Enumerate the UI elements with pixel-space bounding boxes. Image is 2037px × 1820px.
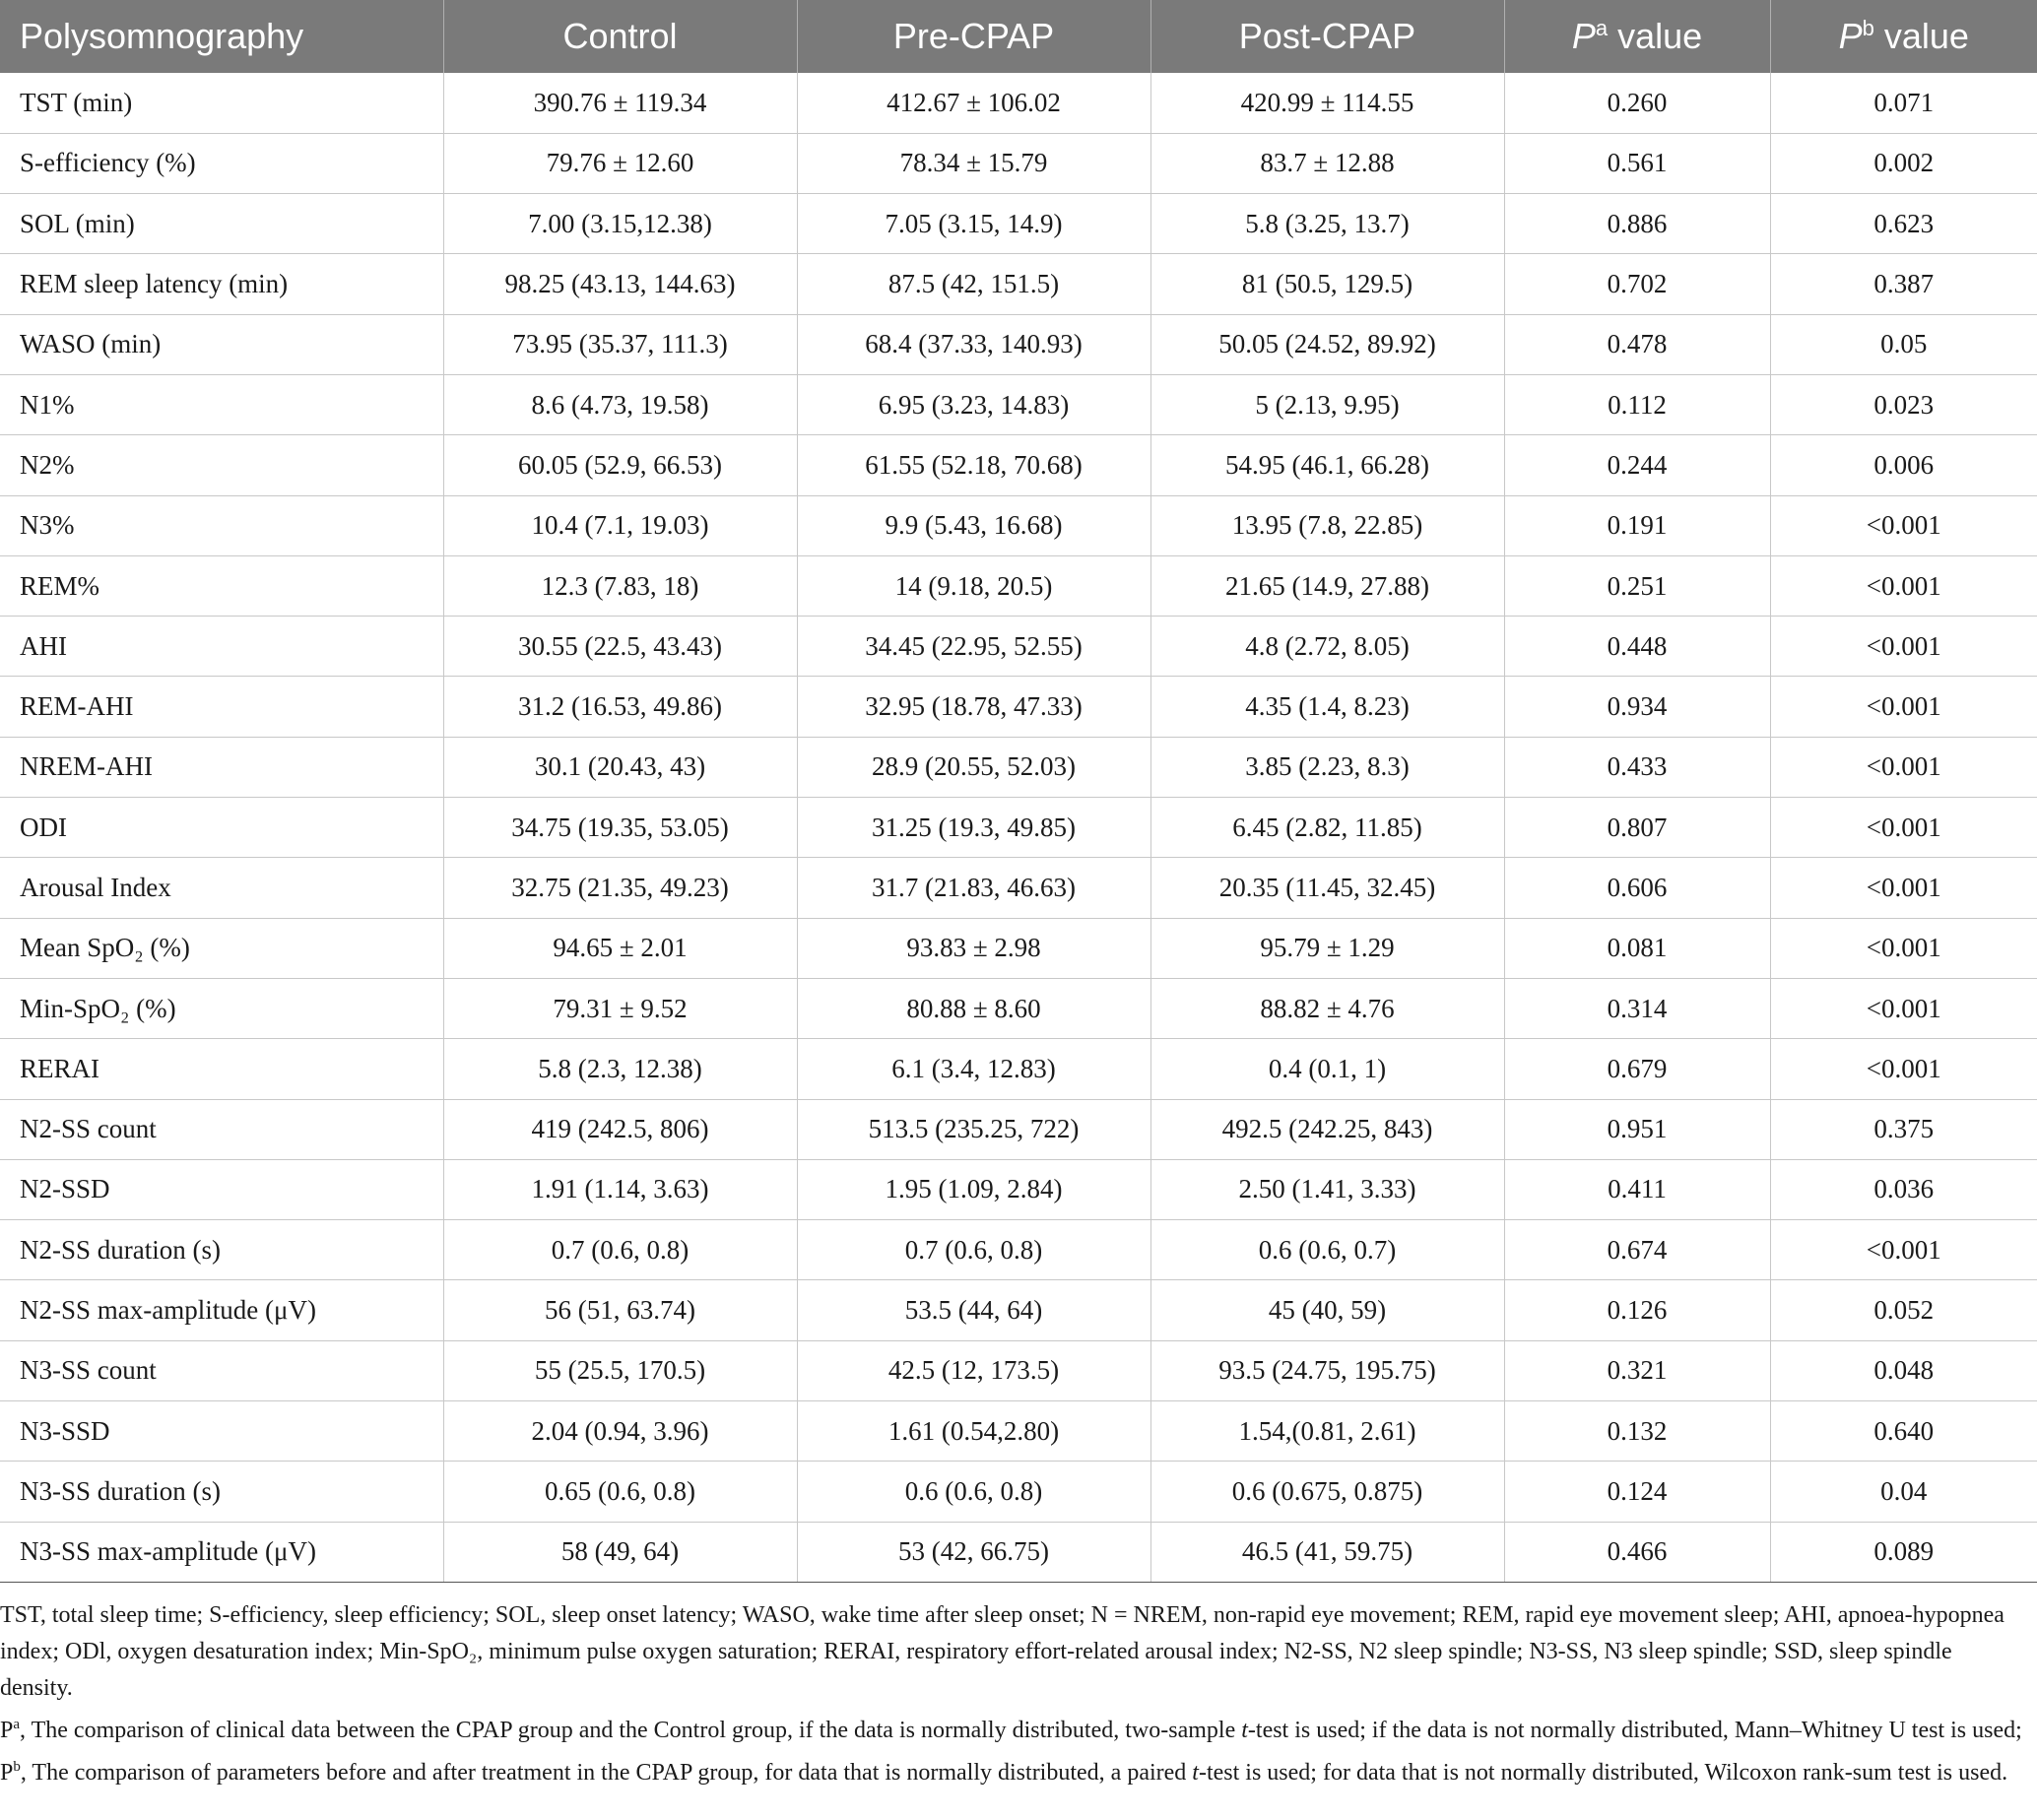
header-polysomnography: Polysomnography [0,0,443,73]
cell-pb-value: <0.001 [1770,918,2037,978]
cell-pa-value: 0.124 [1504,1462,1770,1522]
cell-pa-value: 0.081 [1504,918,1770,978]
cell-pb-value: 0.375 [1770,1099,2037,1159]
table-row [0,73,2037,133]
cell-pre-cpap: 32.95 (18.78, 47.33) [797,677,1150,737]
cell-pa-value: 0.606 [1504,858,1770,918]
cell-pre-cpap: 1.95 (1.09, 2.84) [797,1159,1150,1219]
cell-pb-value: 0.387 [1770,254,2037,314]
cell-post-cpap: 95.79 ± 1.29 [1150,918,1504,978]
cell-pa-value: 0.478 [1504,314,1770,374]
cell-pre-cpap: 80.88 ± 8.60 [797,978,1150,1038]
cell-post-cpap: 3.85 (2.23, 8.3) [1150,737,1504,797]
footnote-abbreviations: TST, total sleep time; S-efficiency, sleep efficiency; SOL, sleep onset latency; WASO, wake time after sleep onset; N = NREM, non-rapid eye movement; REM, rapid eye movement sleep; AHI, apnoea-hypopnea index; ODl, oxygen desaturation index; Min-SpO₂, minimum pulse oxygen saturation; RERAI, respiratory effort-related arousal index; N2-SS, N2 sleep spindle; N3-SS, N3 sleep spindle; SSD, sleep spindle density. [0,1602,2004,1701]
cell-pa-value: 0.561 [1504,133,1770,193]
cell-post-cpap: 1.54,(0.81, 2.61) [1150,1401,1504,1462]
table-row [0,1462,2037,1522]
cell-parameter: REM% [0,555,443,616]
cell-parameter: WASO (min) [0,314,443,374]
cell-parameter: NREM-AHI [0,737,443,797]
cell-post-cpap: 2.50 (1.41, 3.33) [1150,1159,1504,1219]
cell-post-cpap: 5.8 (3.25, 13.7) [1150,194,1504,254]
table-row [0,798,2037,858]
cell-parameter: REM sleep latency (min) [0,254,443,314]
cell-parameter: Arousal Index [0,858,443,918]
cell-parameter: N2-SS count [0,1099,443,1159]
cell-pre-cpap: 14 (9.18, 20.5) [797,555,1150,616]
table-row [0,1401,2037,1462]
footnote-p-values [0,1707,2029,1791]
header-pa-word: value [1608,16,1703,56]
cell-post-cpap: 0.4 (0.1, 1) [1150,1039,1504,1099]
cell-pre-cpap: 1.61 (0.54,2.80) [797,1401,1150,1462]
cell-post-cpap: 93.5 (24.75, 195.75) [1150,1340,1504,1400]
cell-parameter: RERAI [0,1039,443,1099]
cell-pa-value: 0.951 [1504,1099,1770,1159]
cell-pb-value: <0.001 [1770,495,2037,555]
cell-pb-value: 0.023 [1770,374,2037,434]
cell-parameter: N2% [0,435,443,495]
cell-pa-value: 0.934 [1504,677,1770,737]
cell-post-cpap: 46.5 (41, 59.75) [1150,1522,1504,1582]
cell-pre-cpap: 78.34 ± 15.79 [797,133,1150,193]
table-row [0,858,2037,918]
cell-post-cpap: 13.95 (7.8, 22.85) [1150,495,1504,555]
cell-control: 58 (49, 64) [443,1522,797,1582]
cell-control: 5.8 (2.3, 12.38) [443,1039,797,1099]
cell-pa-value: 0.314 [1504,978,1770,1038]
cell-pb-value: <0.001 [1770,737,2037,797]
table-row [0,194,2037,254]
cell-pre-cpap: 7.05 (3.15, 14.9) [797,194,1150,254]
cell-pre-cpap: 412.67 ± 106.02 [797,73,1150,133]
cell-pa-value: 0.679 [1504,1039,1770,1099]
cell-parameter: N2-SS max-amplitude (μV) [0,1280,443,1340]
cell-control: 60.05 (52.9, 66.53) [443,435,797,495]
cell-parameter: Mean SpO₂ (%) [0,918,443,978]
cell-pb-value: <0.001 [1770,1220,2037,1280]
footnote-t-2: t [1192,1760,1199,1786]
cell-control: 419 (242.5, 806) [443,1099,797,1159]
cell-pa-value: 0.411 [1504,1159,1770,1219]
table-body [0,73,2037,1582]
cell-post-cpap: 5 (2.13, 9.95) [1150,374,1504,434]
cell-control: 79.31 ± 9.52 [443,978,797,1038]
cell-post-cpap: 4.8 (2.72, 8.05) [1150,617,1504,677]
header-pa-letter: P [1571,16,1596,56]
cell-pb-value: 0.623 [1770,194,2037,254]
cell-pa-value: 0.132 [1504,1401,1770,1462]
cell-control: 98.25 (43.13, 144.63) [443,254,797,314]
cell-control: 34.75 (19.35, 53.05) [443,798,797,858]
cell-parameter: REM-AHI [0,677,443,737]
table-row [0,314,2037,374]
table-row [0,617,2037,677]
cell-control: 8.6 (4.73, 19.58) [443,374,797,434]
cell-control: 390.76 ± 119.34 [443,73,797,133]
header-pb-word: value [1873,16,1969,56]
cell-pb-value: <0.001 [1770,978,2037,1038]
cell-parameter: TST (min) [0,73,443,133]
cell-pb-value: <0.001 [1770,617,2037,677]
cell-pb-value: <0.001 [1770,677,2037,737]
cell-pb-value: 0.048 [1770,1340,2037,1400]
header-pa-sup: a [1595,16,1609,40]
cell-pre-cpap: 68.4 (37.33, 140.93) [797,314,1150,374]
table-row [0,1220,2037,1280]
cell-control: 10.4 (7.1, 19.03) [443,495,797,555]
header-pb-value [1770,0,2037,73]
cell-parameter: SOL (min) [0,194,443,254]
table-row [0,555,2037,616]
cell-post-cpap: 21.65 (14.9, 27.88) [1150,555,1504,616]
table-row [0,1099,2037,1159]
header-control: Control [443,0,797,73]
cell-pa-value: 0.244 [1504,435,1770,495]
cell-control: 2.04 (0.94, 3.96) [443,1401,797,1462]
cell-post-cpap: 0.6 (0.6, 0.7) [1150,1220,1504,1280]
cell-pb-value: <0.001 [1770,555,2037,616]
cell-pa-value: 0.674 [1504,1220,1770,1280]
cell-control: 1.91 (1.14, 3.63) [443,1159,797,1219]
cell-control: 30.55 (22.5, 43.43) [443,617,797,677]
cell-pa-value: 0.886 [1504,194,1770,254]
cell-control: 7.00 (3.15,12.38) [443,194,797,254]
footnote-pb-text-2: -test is used; for data that is not normally distributed, Wilcoxon rank-sum test is used. [1198,1760,2008,1786]
cell-parameter: N2-SSD [0,1159,443,1219]
cell-post-cpap: 83.7 ± 12.88 [1150,133,1504,193]
cell-pb-value: 0.640 [1770,1401,2037,1462]
cell-control: 79.76 ± 12.60 [443,133,797,193]
cell-post-cpap: 88.82 ± 4.76 [1150,978,1504,1038]
cell-pa-value: 0.807 [1504,798,1770,858]
cell-pre-cpap: 42.5 (12, 173.5) [797,1340,1150,1400]
cell-pre-cpap: 61.55 (52.18, 70.68) [797,435,1150,495]
cell-control: 56 (51, 63.74) [443,1280,797,1340]
header-pb-sup: b [1862,16,1874,40]
cell-pre-cpap: 87.5 (42, 151.5) [797,254,1150,314]
cell-parameter: N3-SS max-amplitude (μV) [0,1522,443,1582]
cell-control: 55 (25.5, 170.5) [443,1340,797,1400]
cell-pa-value: 0.251 [1504,555,1770,616]
table-row [0,374,2037,434]
table-row [0,1159,2037,1219]
table-row [0,254,2037,314]
cell-post-cpap: 0.6 (0.675, 0.875) [1150,1462,1504,1522]
header-pb-letter: P [1838,16,1863,56]
cell-pa-value: 0.321 [1504,1340,1770,1400]
cell-pre-cpap: 0.7 (0.6, 0.8) [797,1220,1150,1280]
table-row [0,133,2037,193]
cell-parameter: Min-SpO₂ (%) [0,978,443,1038]
table-row [0,918,2037,978]
cell-pb-value: 0.071 [1770,73,2037,133]
footnote-pa-sup: a [13,1717,21,1732]
cell-parameter: N1% [0,374,443,434]
cell-pb-value: 0.002 [1770,133,2037,193]
cell-control: 32.75 (21.35, 49.23) [443,858,797,918]
cell-post-cpap: 20.35 (11.45, 32.45) [1150,858,1504,918]
cell-control: 0.65 (0.6, 0.8) [443,1462,797,1522]
footnote-pb-text-1: , The comparison of parameters before and after treatment in the CPAP group, for data that is normally distributed, a paired [20,1760,1193,1786]
cell-post-cpap: 50.05 (24.52, 89.92) [1150,314,1504,374]
cell-pa-value: 0.702 [1504,254,1770,314]
cell-pb-value: <0.001 [1770,1039,2037,1099]
cell-pb-value: <0.001 [1770,798,2037,858]
cell-parameter: N3-SS count [0,1340,443,1400]
table-row [0,1280,2037,1340]
cell-post-cpap: 492.5 (242.25, 843) [1150,1099,1504,1159]
cell-pb-value: 0.052 [1770,1280,2037,1340]
cell-control: 0.7 (0.6, 0.8) [443,1220,797,1280]
table-row [0,737,2037,797]
cell-control: 94.65 ± 2.01 [443,918,797,978]
cell-pb-value: 0.006 [1770,435,2037,495]
cell-pre-cpap: 53.5 (44, 64) [797,1280,1150,1340]
cell-control: 30.1 (20.43, 43) [443,737,797,797]
cell-pb-value: 0.05 [1770,314,2037,374]
cell-pre-cpap: 6.1 (3.4, 12.83) [797,1039,1150,1099]
cell-pre-cpap: 53 (42, 66.75) [797,1522,1150,1582]
cell-control: 31.2 (16.53, 49.86) [443,677,797,737]
table-row [0,1039,2037,1099]
table-footnotes [0,1597,2029,1791]
cell-parameter: S-efficiency (%) [0,133,443,193]
footnote-pb-sup: b [13,1759,21,1775]
header-pre-cpap: Pre-CPAP [797,0,1150,73]
footnote-pb-label: P [0,1760,14,1786]
cell-pb-value: 0.036 [1770,1159,2037,1219]
cell-pre-cpap: 0.6 (0.6, 0.8) [797,1462,1150,1522]
footnote-pa-label: P [0,1718,14,1743]
cell-parameter: N2-SS duration (s) [0,1220,443,1280]
table-row [0,1522,2037,1582]
cell-parameter: N3-SSD [0,1401,443,1462]
cell-pre-cpap: 93.83 ± 2.98 [797,918,1150,978]
cell-pre-cpap: 513.5 (235.25, 722) [797,1099,1150,1159]
cell-pb-value: 0.04 [1770,1462,2037,1522]
cell-pa-value: 0.112 [1504,374,1770,434]
cell-pre-cpap: 28.9 (20.55, 52.03) [797,737,1150,797]
table-row [0,1340,2037,1400]
cell-post-cpap: 54.95 (46.1, 66.28) [1150,435,1504,495]
footnote-pa-text-1: , The comparison of clinical data between the CPAP group and the Control group, if the data is normally distributed, two-sample [20,1718,1242,1743]
cell-pb-value: 0.089 [1770,1522,2037,1582]
cell-parameter: N3-SS duration (s) [0,1462,443,1522]
cell-pa-value: 0.260 [1504,73,1770,133]
cell-pa-value: 0.466 [1504,1522,1770,1582]
footnote-t-1: t [1241,1718,1248,1743]
table-row [0,677,2037,737]
footnote-pa-text-2: -test is used; if the data is not normally distributed, Mann–Whitney U test is used; [1247,1718,2022,1743]
cell-control: 12.3 (7.83, 18) [443,555,797,616]
header-pa-value [1504,0,1770,73]
cell-pre-cpap: 6.95 (3.23, 14.83) [797,374,1150,434]
cell-post-cpap: 420.99 ± 114.55 [1150,73,1504,133]
cell-pb-value: <0.001 [1770,858,2037,918]
cell-pa-value: 0.433 [1504,737,1770,797]
cell-post-cpap: 45 (40, 59) [1150,1280,1504,1340]
cell-pre-cpap: 34.45 (22.95, 52.55) [797,617,1150,677]
cell-pa-value: 0.126 [1504,1280,1770,1340]
cell-pre-cpap: 9.9 (5.43, 16.68) [797,495,1150,555]
cell-post-cpap: 4.35 (1.4, 8.23) [1150,677,1504,737]
cell-parameter: AHI [0,617,443,677]
cell-control: 73.95 (35.37, 111.3) [443,314,797,374]
cell-post-cpap: 81 (50.5, 129.5) [1150,254,1504,314]
table-row [0,978,2037,1038]
cell-pre-cpap: 31.25 (19.3, 49.85) [797,798,1150,858]
cell-parameter: N3% [0,495,443,555]
cell-parameter: ODI [0,798,443,858]
header-post-cpap: Post-CPAP [1150,0,1504,73]
cell-pa-value: 0.191 [1504,495,1770,555]
table-row [0,435,2037,495]
cell-pre-cpap: 31.7 (21.83, 46.63) [797,858,1150,918]
table-row [0,495,2037,555]
table-header-row [0,0,2037,73]
cell-pa-value: 0.448 [1504,617,1770,677]
cell-post-cpap: 6.45 (2.82, 11.85) [1150,798,1504,858]
